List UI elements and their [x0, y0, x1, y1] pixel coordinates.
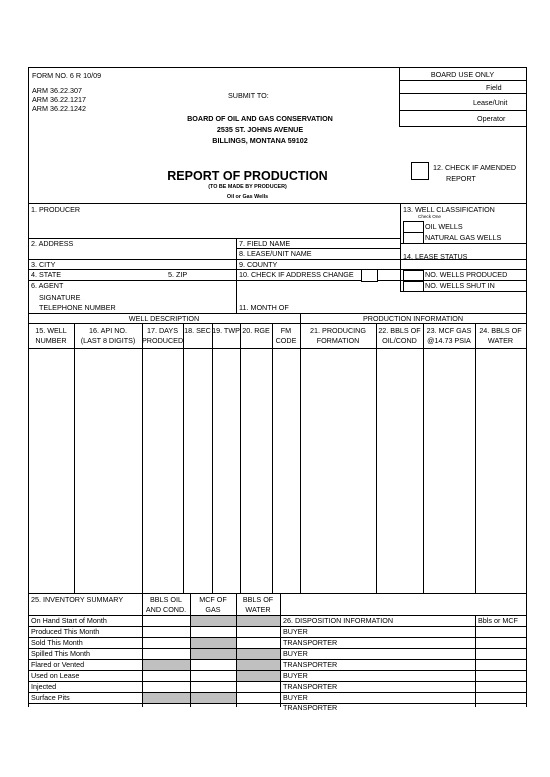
- col-well-number-sub: NUMBER: [35, 336, 67, 345]
- report-title: REPORT OF PRODUCTION: [167, 169, 328, 183]
- wells-produced-input[interactable]: [403, 270, 424, 281]
- disposition-transporter[interactable]: TRANSPORTER: [283, 682, 338, 691]
- arm-reference: ARM 36.22.1217: [32, 95, 86, 104]
- field-name-field[interactable]: 7. FIELD NAME: [239, 239, 291, 248]
- col-producing-formation: 21. PRODUCING: [310, 326, 366, 335]
- signature-field[interactable]: SIGNATURE: [39, 293, 81, 302]
- address-field[interactable]: 2. ADDRESS: [31, 239, 74, 248]
- col-api-no: 16. API NO.: [89, 326, 127, 335]
- disposition-transporter[interactable]: TRANSPORTER: [283, 660, 338, 669]
- col-fm-sub: CODE: [275, 336, 297, 345]
- inventory-col-bbls-water-sub: WATER: [245, 605, 271, 614]
- well-description-header: WELL DESCRIPTION: [128, 314, 200, 323]
- agent-field[interactable]: 6. AGENT: [31, 281, 64, 290]
- inventory-col-mcf: MCF OF: [199, 595, 227, 604]
- wells-shut-in-label: NO. WELLS SHUT IN: [425, 281, 495, 290]
- col-api-no-sub: (LAST 8 DIGITS): [80, 336, 136, 345]
- board-operator-label: Operator: [477, 114, 506, 123]
- agency-street: 2535 ST. JOHNS AVENUE: [216, 125, 304, 134]
- inventory-row-label: Used on Lease: [31, 671, 80, 680]
- disposition-buyer[interactable]: BUYER: [283, 627, 308, 636]
- inventory-row-label: Surface Pits: [31, 693, 70, 702]
- col-mcf-gas: 23. MCF GAS: [426, 326, 472, 335]
- form-number: FORM NO. 6 R 10/09: [32, 71, 102, 80]
- inventory-col-bbls-oil: BBLS OIL: [150, 595, 182, 604]
- col-bbls-oil-sub: OIL/COND: [382, 336, 417, 345]
- amended-report-checkbox[interactable]: [411, 162, 429, 180]
- inventory-row-label: Injected: [31, 682, 57, 691]
- report-wells-type: Oil or Gas Wells: [226, 194, 269, 200]
- inventory-row-label: On Hand Start of Month: [31, 616, 107, 625]
- inventory-row-label: Produced This Month: [31, 627, 100, 636]
- inventory-row-label: Flared or Vented: [31, 660, 85, 669]
- production-table-body[interactable]: [29, 349, 525, 592]
- disposition-buyer[interactable]: BUYER: [283, 649, 308, 658]
- gas-wells-checkbox[interactable]: [403, 232, 424, 244]
- col-well-number: 15. WELL: [35, 326, 67, 335]
- col-days: 17. DAYS: [146, 326, 179, 335]
- telephone-field[interactable]: TELEPHONE NUMBER: [39, 303, 116, 312]
- inventory-row-label: Sold This Month: [31, 638, 83, 647]
- amended-label: 12. CHECK IF AMENDED: [433, 163, 517, 172]
- col-sec: 18. SEC: [184, 326, 211, 335]
- address-change-checkbox[interactable]: [361, 269, 378, 282]
- address-change-label: 10. CHECK IF ADDRESS CHANGE: [239, 270, 354, 279]
- col-rge: 20. RGE: [242, 326, 270, 335]
- col-twp: 19. TWP: [212, 326, 240, 335]
- col-bbls-oil: 22. BBLS OF: [378, 326, 421, 335]
- lease-status-label: 14. LEASE STATUS: [403, 252, 468, 261]
- month-of-field[interactable]: 11. MONTH OF: [239, 303, 289, 312]
- disposition-unit-label: Bbls or MCF: [478, 616, 518, 625]
- submit-to-label: SUBMIT TO:: [228, 91, 269, 100]
- col-mcf-gas-sub: @14.73 PSIA: [427, 336, 471, 345]
- report-subtitle: (TO BE MADE BY PRODUCER): [208, 184, 287, 190]
- col-bbls-water: 24. BBLS OF: [479, 326, 522, 335]
- well-classification-label: 13. WELL CLASSIFICATION: [403, 205, 495, 214]
- oil-wells-label: OIL WELLS: [425, 222, 463, 231]
- inventory-summary-title: 25. INVENTORY SUMMARY: [31, 595, 124, 604]
- disposition-title: 26. DISPOSITION INFORMATION: [283, 616, 394, 625]
- inventory-col-bbls-oil-sub: AND COND.: [145, 605, 187, 614]
- wells-produced-label: NO. WELLS PRODUCED: [425, 270, 508, 279]
- col-bbls-water-sub: WATER: [487, 336, 514, 345]
- arm-reference: ARM 36.22.1242: [32, 104, 86, 113]
- inventory-row-label: Spilled This Month: [31, 649, 90, 658]
- arm-reference: ARM 36.22.307: [32, 86, 82, 95]
- producer-field[interactable]: 1. PRODUCER: [31, 205, 81, 214]
- board-use-only-label: BOARD USE ONLY: [430, 70, 495, 79]
- inventory-col-mcf-sub: GAS: [205, 605, 221, 614]
- col-producing-formation-sub: FORMATION: [316, 336, 360, 345]
- agency-city: BILLINGS, MONTANA 59102: [212, 136, 308, 145]
- disposition-buyer[interactable]: BUYER: [283, 693, 308, 702]
- lease-unit-name-field[interactable]: 8. LEASE/UNIT NAME: [239, 249, 312, 258]
- col-fm: FM: [280, 326, 292, 335]
- check-one-label: Check One: [418, 214, 441, 219]
- board-lease-unit-label: Lease/Unit: [473, 98, 508, 107]
- inventory-col-bbls-water: BBLS OF: [242, 595, 274, 604]
- amended-label-report: REPORT: [446, 174, 476, 183]
- wells-shut-in-input[interactable]: [403, 281, 424, 292]
- natural-gas-wells-label: NATURAL GAS WELLS: [425, 233, 502, 242]
- board-field-label: Field: [486, 83, 502, 92]
- production-information-header: PRODUCTION INFORMATION: [362, 314, 464, 323]
- disposition-buyer[interactable]: BUYER: [283, 671, 308, 680]
- city-field[interactable]: 3. CITY: [31, 260, 56, 269]
- disposition-transporter[interactable]: TRANSPORTER: [283, 703, 338, 712]
- col-days-sub: PRODUCED: [142, 336, 184, 345]
- county-field[interactable]: 9. COUNTY: [239, 260, 278, 269]
- zip-field[interactable]: 5. ZIP: [168, 270, 188, 279]
- agency-name: BOARD OF OIL AND GAS CONSERVATION: [187, 114, 333, 123]
- state-field[interactable]: 4. STATE: [31, 270, 62, 279]
- disposition-transporter[interactable]: TRANSPORTER: [283, 638, 338, 647]
